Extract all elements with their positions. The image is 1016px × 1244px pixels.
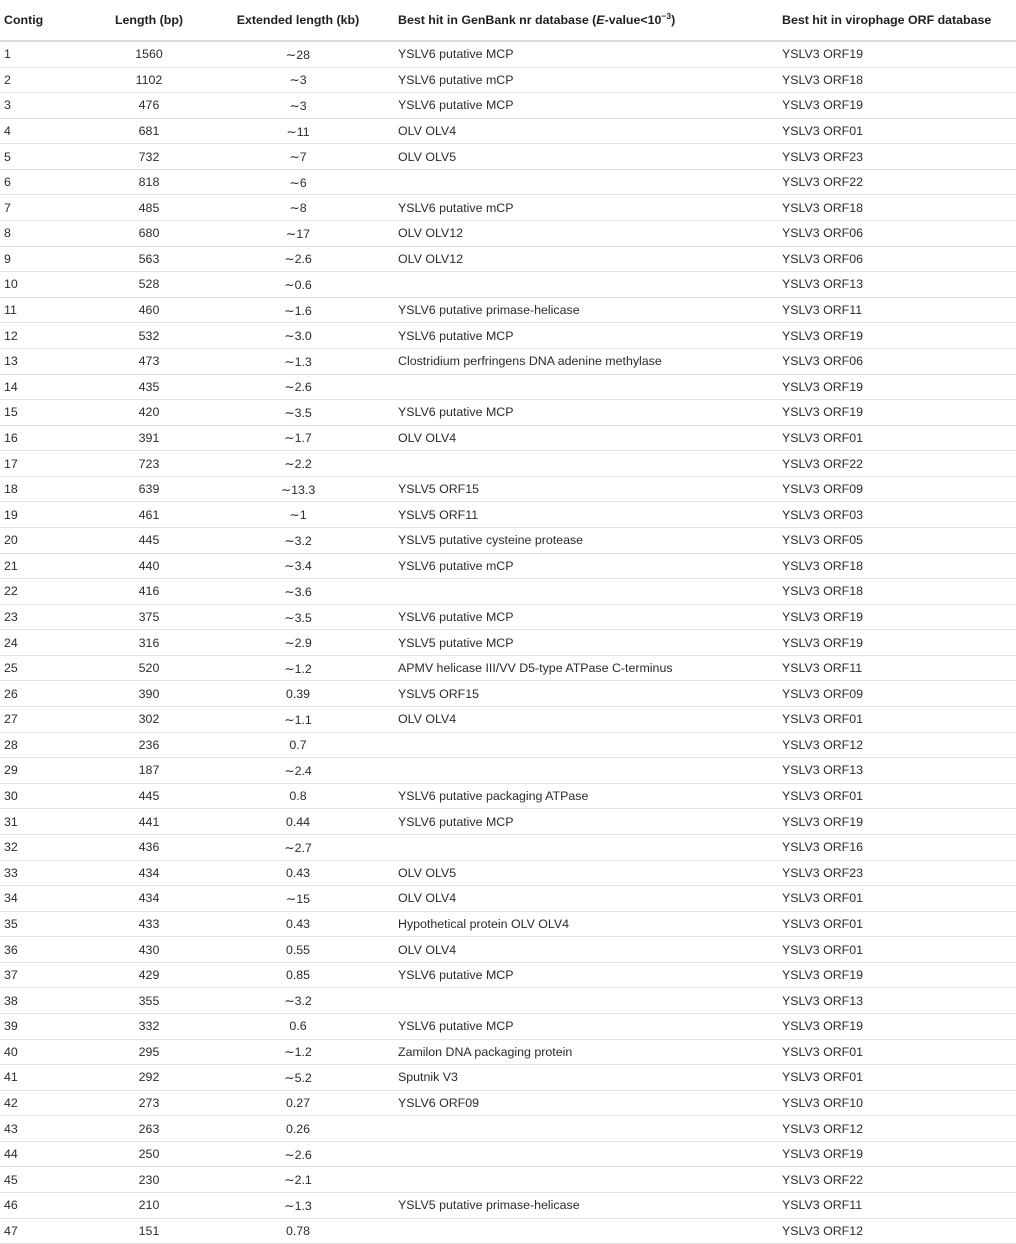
cell-genbank-hit [394, 1167, 778, 1193]
cell-length: 680 [96, 221, 202, 247]
cell-length: 250 [96, 1141, 202, 1167]
cell-length: 485 [96, 195, 202, 221]
cell-orf-hit: YSLV3 ORF23 [778, 144, 1016, 170]
cell-extended-length: 0.26 [202, 1116, 394, 1142]
cell-length: 441 [96, 809, 202, 835]
cell-orf-hit: YSLV3 ORF06 [778, 348, 1016, 374]
cell-extended-length: ∼2.1 [202, 1167, 394, 1193]
cell-genbank-hit: YSLV6 putative primase-helicase [394, 297, 778, 323]
cell-length: 429 [96, 962, 202, 988]
cell-length: 639 [96, 476, 202, 502]
cell-length: 230 [96, 1167, 202, 1193]
cell-length: 435 [96, 374, 202, 400]
cell-genbank-hit [394, 834, 778, 860]
cell-contig: 34 [0, 886, 96, 912]
cell-length: 1102 [96, 67, 202, 93]
cell-genbank-hit: OLV OLV12 [394, 246, 778, 272]
cell-contig: 18 [0, 476, 96, 502]
cell-length: 445 [96, 527, 202, 553]
header-genbank-prefix: Best hit in GenBank nr database ( [398, 13, 597, 27]
header-row [0, 0, 1016, 41]
cell-genbank-hit: YSLV5 ORF15 [394, 681, 778, 707]
table-row [0, 348, 1016, 374]
table-row [0, 681, 1016, 707]
cell-orf-hit: YSLV3 ORF22 [778, 451, 1016, 477]
table-row [0, 323, 1016, 349]
cell-genbank-hit [394, 451, 778, 477]
cell-length: 151 [96, 1218, 202, 1244]
cell-orf-hit: YSLV3 ORF01 [778, 911, 1016, 937]
cell-contig: 14 [0, 374, 96, 400]
header-orf-hit: Best hit in virophage ORF database [778, 0, 1016, 41]
cell-orf-hit: YSLV3 ORF01 [778, 937, 1016, 963]
cell-orf-hit: YSLV3 ORF19 [778, 1013, 1016, 1039]
cell-orf-hit: YSLV3 ORF19 [778, 374, 1016, 400]
header-extended-length: Extended length (kb) [202, 0, 394, 41]
cell-genbank-hit: YSLV6 putative mCP [394, 195, 778, 221]
cell-contig: 3 [0, 93, 96, 119]
table-row [0, 67, 1016, 93]
cell-extended-length: ∼1.6 [202, 297, 394, 323]
cell-extended-length: ∼17 [202, 221, 394, 247]
cell-orf-hit: YSLV3 ORF13 [778, 272, 1016, 298]
table-row [0, 1090, 1016, 1116]
cell-genbank-hit: YSLV5 putative MCP [394, 630, 778, 656]
header-genbank-hit [394, 0, 778, 41]
cell-extended-length: ∼2.7 [202, 834, 394, 860]
cell-length: 532 [96, 323, 202, 349]
cell-genbank-hit [394, 732, 778, 758]
cell-extended-length: ∼1.3 [202, 348, 394, 374]
header-genbank-exponent: −3 [661, 10, 672, 21]
cell-genbank-hit: YSLV6 putative MCP [394, 93, 778, 119]
cell-extended-length: ∼7 [202, 144, 394, 170]
cell-genbank-hit [394, 169, 778, 195]
cell-length: 473 [96, 348, 202, 374]
cell-contig: 1 [0, 41, 96, 67]
cell-extended-length: 0.6 [202, 1013, 394, 1039]
cell-length: 316 [96, 630, 202, 656]
cell-length: 681 [96, 118, 202, 144]
cell-genbank-hit: Hypothetical protein OLV OLV4 [394, 911, 778, 937]
cell-contig: 36 [0, 937, 96, 963]
table-row [0, 1167, 1016, 1193]
cell-orf-hit: YSLV3 ORF01 [778, 425, 1016, 451]
cell-orf-hit: YSLV3 ORF01 [778, 1065, 1016, 1091]
cell-orf-hit: YSLV3 ORF01 [778, 707, 1016, 733]
table-row [0, 630, 1016, 656]
cell-extended-length: ∼3.6 [202, 579, 394, 605]
cell-genbank-hit [394, 1141, 778, 1167]
table-row [0, 655, 1016, 681]
cell-length: 375 [96, 604, 202, 630]
cell-orf-hit: YSLV3 ORF23 [778, 860, 1016, 886]
cell-genbank-hit: OLV OLV4 [394, 425, 778, 451]
cell-contig: 17 [0, 451, 96, 477]
table-row [0, 886, 1016, 912]
cell-contig: 8 [0, 221, 96, 247]
cell-genbank-hit: OLV OLV4 [394, 937, 778, 963]
cell-orf-hit: YSLV3 ORF19 [778, 630, 1016, 656]
cell-genbank-hit: APMV helicase III/VV D5-type ATPase C-terminus [394, 655, 778, 681]
cell-extended-length: ∼15 [202, 886, 394, 912]
cell-orf-hit: YSLV3 ORF11 [778, 1193, 1016, 1219]
cell-contig: 26 [0, 681, 96, 707]
cell-extended-length: ∼1.3 [202, 1193, 394, 1219]
cell-length: 295 [96, 1039, 202, 1065]
cell-contig: 41 [0, 1065, 96, 1091]
cell-orf-hit: YSLV3 ORF06 [778, 221, 1016, 247]
cell-contig: 45 [0, 1167, 96, 1193]
cell-extended-length: ∼3.5 [202, 400, 394, 426]
cell-length: 263 [96, 1116, 202, 1142]
cell-orf-hit: YSLV3 ORF19 [778, 400, 1016, 426]
cell-extended-length: ∼2.2 [202, 451, 394, 477]
cell-contig: 46 [0, 1193, 96, 1219]
cell-genbank-hit: Zamilon DNA packaging protein [394, 1039, 778, 1065]
cell-orf-hit: YSLV3 ORF01 [778, 118, 1016, 144]
cell-length: 420 [96, 400, 202, 426]
table-row [0, 221, 1016, 247]
cell-extended-length: ∼1 [202, 502, 394, 528]
cell-length: 1560 [96, 41, 202, 67]
header-length: Length (bp) [96, 0, 202, 41]
header-genbank-suffix: ) [671, 13, 676, 27]
cell-genbank-hit: YSLV5 ORF11 [394, 502, 778, 528]
cell-genbank-hit [394, 988, 778, 1014]
cell-extended-length: ∼1.1 [202, 707, 394, 733]
cell-orf-hit: YSLV3 ORF01 [778, 783, 1016, 809]
cell-contig: 11 [0, 297, 96, 323]
cell-orf-hit: YSLV3 ORF18 [778, 195, 1016, 221]
cell-extended-length: ∼3.5 [202, 604, 394, 630]
table-row [0, 144, 1016, 170]
cell-orf-hit: YSLV3 ORF16 [778, 834, 1016, 860]
cell-contig: 32 [0, 834, 96, 860]
cell-orf-hit: YSLV3 ORF11 [778, 655, 1016, 681]
cell-length: 461 [96, 502, 202, 528]
cell-genbank-hit [394, 1116, 778, 1142]
table-row [0, 1013, 1016, 1039]
table-row [0, 1116, 1016, 1142]
cell-extended-length: ∼1.7 [202, 425, 394, 451]
cell-contig: 6 [0, 169, 96, 195]
cell-orf-hit: YSLV3 ORF19 [778, 604, 1016, 630]
cell-contig: 13 [0, 348, 96, 374]
cell-extended-length: 0.44 [202, 809, 394, 835]
cell-extended-length: 0.78 [202, 1218, 394, 1244]
cell-contig: 5 [0, 144, 96, 170]
header-contig: Contig [0, 0, 96, 41]
cell-contig: 15 [0, 400, 96, 426]
cell-length: 273 [96, 1090, 202, 1116]
cell-genbank-hit: YSLV6 putative MCP [394, 41, 778, 67]
cell-genbank-hit: OLV OLV4 [394, 707, 778, 733]
cell-extended-length: ∼1.2 [202, 655, 394, 681]
table-row [0, 937, 1016, 963]
cell-genbank-hit: YSLV5 ORF15 [394, 476, 778, 502]
cell-contig: 37 [0, 962, 96, 988]
cell-contig: 38 [0, 988, 96, 1014]
cell-extended-length: 0.43 [202, 911, 394, 937]
cell-extended-length: ∼2.6 [202, 374, 394, 400]
cell-length: 433 [96, 911, 202, 937]
cell-orf-hit: YSLV3 ORF19 [778, 1141, 1016, 1167]
cell-length: 416 [96, 579, 202, 605]
cell-extended-length: 0.27 [202, 1090, 394, 1116]
table-row [0, 272, 1016, 298]
cell-length: 520 [96, 655, 202, 681]
cell-contig: 44 [0, 1141, 96, 1167]
table-row [0, 1193, 1016, 1219]
cell-genbank-hit: YSLV6 putative MCP [394, 400, 778, 426]
cell-length: 732 [96, 144, 202, 170]
cell-length: 434 [96, 860, 202, 886]
cell-contig: 4 [0, 118, 96, 144]
cell-genbank-hit: Sputnik V3 [394, 1065, 778, 1091]
cell-contig: 43 [0, 1116, 96, 1142]
cell-genbank-hit [394, 1218, 778, 1244]
cell-contig: 2 [0, 67, 96, 93]
cell-extended-length: ∼3.2 [202, 988, 394, 1014]
table-row [0, 962, 1016, 988]
cell-orf-hit: YSLV3 ORF18 [778, 579, 1016, 605]
cell-extended-length: 0.43 [202, 860, 394, 886]
cell-orf-hit: YSLV3 ORF12 [778, 732, 1016, 758]
cell-contig: 42 [0, 1090, 96, 1116]
cell-genbank-hit: YSLV5 putative cysteine protease [394, 527, 778, 553]
table-row [0, 1218, 1016, 1244]
header-genbank-mid: -value<10 [604, 13, 662, 27]
table-row [0, 502, 1016, 528]
cell-length: 434 [96, 886, 202, 912]
cell-extended-length: ∼8 [202, 195, 394, 221]
table-row [0, 988, 1016, 1014]
cell-extended-length: ∼3.2 [202, 527, 394, 553]
table-row [0, 834, 1016, 860]
cell-orf-hit: YSLV3 ORF22 [778, 169, 1016, 195]
table-row [0, 374, 1016, 400]
cell-extended-length: 0.7 [202, 732, 394, 758]
cell-genbank-hit [394, 272, 778, 298]
cell-extended-length: ∼2.6 [202, 246, 394, 272]
cell-orf-hit: YSLV3 ORF03 [778, 502, 1016, 528]
cell-contig: 21 [0, 553, 96, 579]
table-header [0, 0, 1016, 41]
cell-orf-hit: YSLV3 ORF01 [778, 886, 1016, 912]
cell-length: 302 [96, 707, 202, 733]
table-body [0, 41, 1016, 1244]
cell-orf-hit: YSLV3 ORF19 [778, 323, 1016, 349]
cell-extended-length: ∼2.4 [202, 758, 394, 784]
cell-contig: 27 [0, 707, 96, 733]
cell-genbank-hit: YSLV6 putative MCP [394, 604, 778, 630]
table-row [0, 41, 1016, 67]
cell-contig: 28 [0, 732, 96, 758]
cell-orf-hit: YSLV3 ORF10 [778, 1090, 1016, 1116]
table-row [0, 732, 1016, 758]
table-row [0, 476, 1016, 502]
cell-genbank-hit: YSLV6 putative mCP [394, 553, 778, 579]
cell-extended-length: ∼13.3 [202, 476, 394, 502]
cell-genbank-hit [394, 374, 778, 400]
cell-contig: 10 [0, 272, 96, 298]
table-row [0, 297, 1016, 323]
cell-genbank-hit: YSLV5 putative primase-helicase [394, 1193, 778, 1219]
table-row [0, 246, 1016, 272]
cell-genbank-hit: YSLV6 putative MCP [394, 809, 778, 835]
cell-length: 236 [96, 732, 202, 758]
cell-orf-hit: YSLV3 ORF05 [778, 527, 1016, 553]
cell-extended-length: ∼5.2 [202, 1065, 394, 1091]
cell-extended-length: ∼6 [202, 169, 394, 195]
cell-length: 436 [96, 834, 202, 860]
cell-length: 390 [96, 681, 202, 707]
cell-orf-hit: YSLV3 ORF01 [778, 1039, 1016, 1065]
cell-genbank-hit: Clostridium perfringens DNA adenine methylase [394, 348, 778, 374]
cell-length: 723 [96, 451, 202, 477]
cell-orf-hit: YSLV3 ORF18 [778, 553, 1016, 579]
cell-orf-hit: YSLV3 ORF12 [778, 1218, 1016, 1244]
table-row [0, 553, 1016, 579]
cell-extended-length: ∼3 [202, 67, 394, 93]
cell-contig: 23 [0, 604, 96, 630]
cell-contig: 40 [0, 1039, 96, 1065]
cell-orf-hit: YSLV3 ORF19 [778, 41, 1016, 67]
table-row [0, 604, 1016, 630]
table-row [0, 758, 1016, 784]
header-genbank-e: E [596, 13, 605, 27]
cell-contig: 33 [0, 860, 96, 886]
cell-orf-hit: YSLV3 ORF13 [778, 758, 1016, 784]
cell-length: 476 [96, 93, 202, 119]
cell-length: 391 [96, 425, 202, 451]
cell-length: 440 [96, 553, 202, 579]
cell-length: 210 [96, 1193, 202, 1219]
table-row [0, 169, 1016, 195]
cell-genbank-hit: YSLV6 ORF09 [394, 1090, 778, 1116]
table-row [0, 527, 1016, 553]
cell-contig: 35 [0, 911, 96, 937]
table-row [0, 400, 1016, 426]
table-row [0, 579, 1016, 605]
cell-orf-hit: YSLV3 ORF12 [778, 1116, 1016, 1142]
cell-genbank-hit [394, 579, 778, 605]
cell-extended-length: ∼3.4 [202, 553, 394, 579]
cell-genbank-hit: OLV OLV5 [394, 144, 778, 170]
cell-extended-length: 0.85 [202, 962, 394, 988]
cell-contig: 22 [0, 579, 96, 605]
cell-length: 528 [96, 272, 202, 298]
cell-length: 563 [96, 246, 202, 272]
cell-contig: 19 [0, 502, 96, 528]
cell-orf-hit: YSLV3 ORF22 [778, 1167, 1016, 1193]
cell-contig: 12 [0, 323, 96, 349]
table-row [0, 425, 1016, 451]
cell-genbank-hit: YSLV6 putative MCP [394, 323, 778, 349]
cell-extended-length: ∼3 [202, 93, 394, 119]
table-row [0, 783, 1016, 809]
table-row [0, 1065, 1016, 1091]
cell-extended-length: 0.8 [202, 783, 394, 809]
cell-extended-length: ∼2.9 [202, 630, 394, 656]
cell-contig: 30 [0, 783, 96, 809]
cell-contig: 16 [0, 425, 96, 451]
cell-orf-hit: YSLV3 ORF11 [778, 297, 1016, 323]
cell-genbank-hit [394, 758, 778, 784]
cell-extended-length: ∼3.0 [202, 323, 394, 349]
table-row [0, 1039, 1016, 1065]
cell-orf-hit: YSLV3 ORF19 [778, 93, 1016, 119]
table-row [0, 195, 1016, 221]
cell-contig: 7 [0, 195, 96, 221]
cell-genbank-hit: YSLV6 putative packaging ATPase [394, 783, 778, 809]
table-row [0, 93, 1016, 119]
cell-extended-length: ∼11 [202, 118, 394, 144]
cell-contig: 24 [0, 630, 96, 656]
cell-contig: 9 [0, 246, 96, 272]
cell-length: 187 [96, 758, 202, 784]
cell-contig: 20 [0, 527, 96, 553]
table-row [0, 1141, 1016, 1167]
cell-genbank-hit: OLV OLV5 [394, 860, 778, 886]
cell-extended-length: ∼28 [202, 41, 394, 67]
table-row [0, 809, 1016, 835]
cell-genbank-hit: YSLV6 putative MCP [394, 1013, 778, 1039]
cell-contig: 25 [0, 655, 96, 681]
table-row [0, 118, 1016, 144]
cell-orf-hit: YSLV3 ORF09 [778, 476, 1016, 502]
cell-contig: 29 [0, 758, 96, 784]
cell-length: 292 [96, 1065, 202, 1091]
cell-orf-hit: YSLV3 ORF18 [778, 67, 1016, 93]
cell-length: 460 [96, 297, 202, 323]
cell-extended-length: 0.55 [202, 937, 394, 963]
cell-genbank-hit: YSLV6 putative mCP [394, 67, 778, 93]
table-row [0, 911, 1016, 937]
cell-genbank-hit: OLV OLV4 [394, 118, 778, 144]
cell-extended-length: ∼2.6 [202, 1141, 394, 1167]
cell-orf-hit: YSLV3 ORF13 [778, 988, 1016, 1014]
table-row [0, 707, 1016, 733]
cell-genbank-hit: OLV OLV4 [394, 886, 778, 912]
cell-orf-hit: YSLV3 ORF09 [778, 681, 1016, 707]
cell-extended-length: ∼1.2 [202, 1039, 394, 1065]
cell-length: 332 [96, 1013, 202, 1039]
cell-extended-length: ∼0.6 [202, 272, 394, 298]
cell-length: 818 [96, 169, 202, 195]
cell-orf-hit: YSLV3 ORF06 [778, 246, 1016, 272]
cell-orf-hit: YSLV3 ORF19 [778, 809, 1016, 835]
cell-length: 430 [96, 937, 202, 963]
table-row [0, 860, 1016, 886]
cell-length: 445 [96, 783, 202, 809]
cell-contig: 47 [0, 1218, 96, 1244]
cell-contig: 39 [0, 1013, 96, 1039]
table-row [0, 451, 1016, 477]
cell-genbank-hit: YSLV6 putative MCP [394, 962, 778, 988]
cell-extended-length: 0.39 [202, 681, 394, 707]
cell-genbank-hit: OLV OLV12 [394, 221, 778, 247]
cell-contig: 31 [0, 809, 96, 835]
cell-length: 355 [96, 988, 202, 1014]
cell-orf-hit: YSLV3 ORF19 [778, 962, 1016, 988]
